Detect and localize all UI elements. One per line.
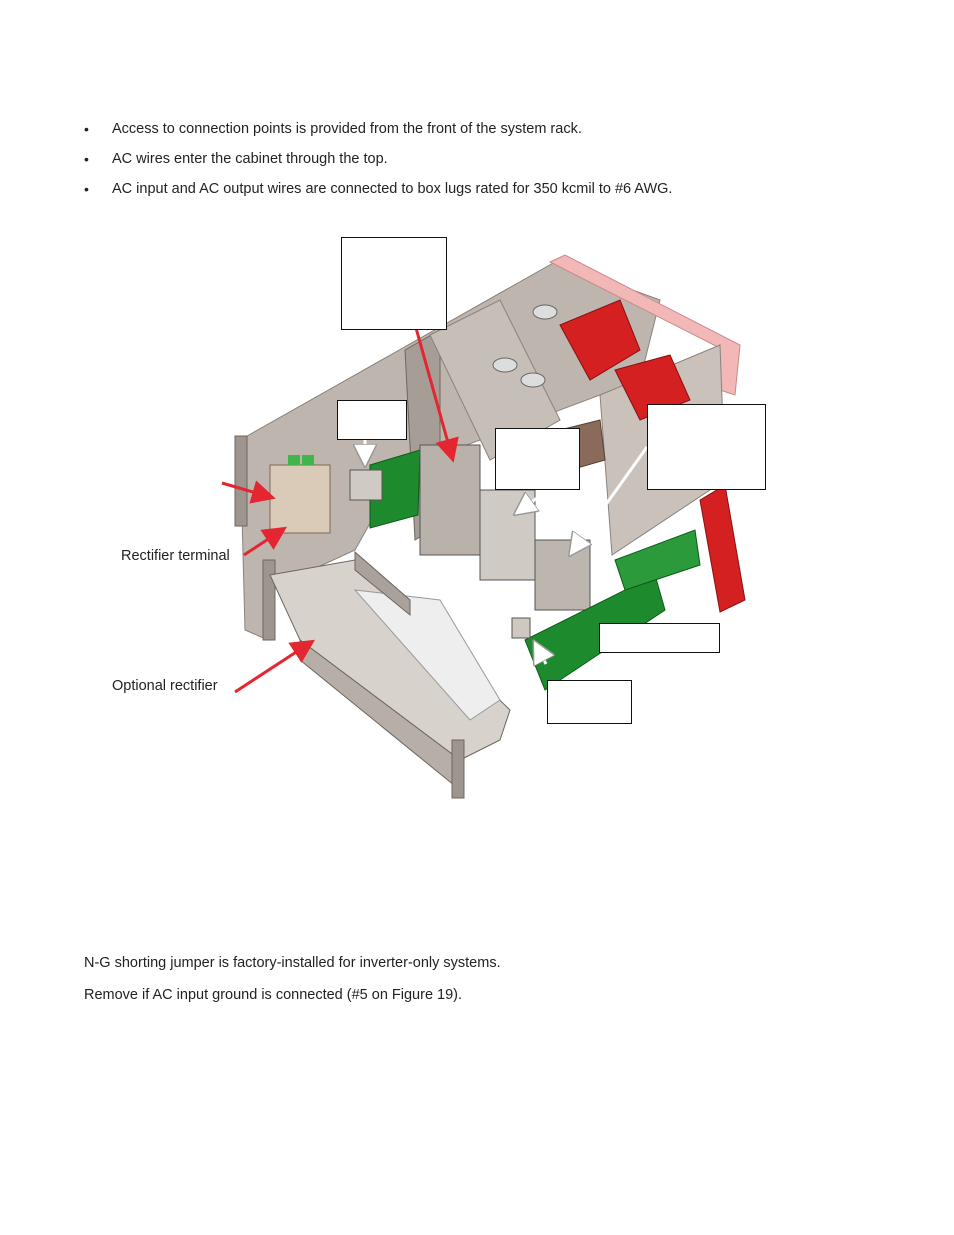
red-arrow-icon: [235, 643, 310, 692]
callout-box: [599, 623, 720, 653]
bullet-text: AC wires enter the cabinet through the top.: [112, 151, 388, 167]
note-paragraph: N-G shorting jumper is factory-installed for inverter-only systems.: [84, 955, 501, 971]
note-paragraph: Remove if AC input ground is connected (#5 on Figure 19).: [84, 987, 463, 1003]
terminal-block: [480, 490, 535, 580]
jumper-block: [512, 618, 530, 638]
lug-cylinder: [493, 358, 517, 372]
breaker-cap: [288, 455, 300, 465]
breaker-block: [270, 465, 330, 533]
rack-ear: [452, 740, 464, 798]
rectifier-terminal-label: Rectifier terminal: [121, 548, 230, 564]
bullet-dot-icon: •: [84, 151, 89, 167]
rack-ear: [235, 436, 247, 526]
bullet-text: AC input and AC output wires are connected to box lugs rated for 350 kcmil to #6 AWG.: [112, 181, 673, 197]
callout-box: [341, 237, 447, 330]
lug-cylinder: [533, 305, 557, 319]
bullet-text: Access to connection points is provided from the front of the system rack.: [112, 121, 582, 137]
breaker-cap: [302, 455, 314, 465]
lug-cylinder: [521, 373, 545, 387]
callout-box: [547, 680, 632, 724]
rack-ear: [263, 560, 275, 640]
terminal-block: [535, 540, 590, 610]
red-bus-bar: [700, 485, 745, 612]
bullet-dot-icon: •: [84, 181, 89, 197]
callout-box: [647, 404, 766, 490]
terminal-block: [350, 470, 382, 500]
callout-box: [337, 400, 407, 440]
terminal-block: [420, 445, 480, 555]
optional-rectifier-label: Optional rectifier: [112, 678, 218, 694]
bullet-dot-icon: •: [84, 121, 89, 137]
callout-box: [495, 428, 580, 490]
